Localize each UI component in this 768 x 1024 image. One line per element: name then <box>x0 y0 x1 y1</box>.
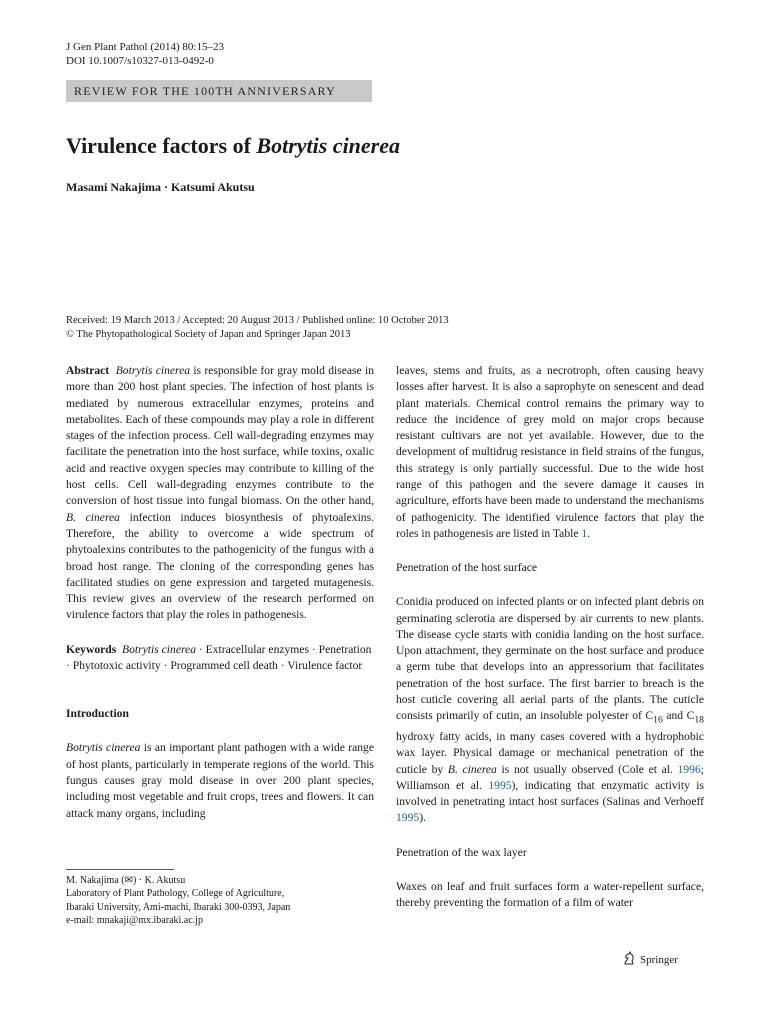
footnote-lab: Laboratory of Plant Pathology, College of Agriculture, <box>66 888 285 900</box>
subscript-18: 18 <box>694 714 704 726</box>
abstract-species: Botrytis cinerea <box>115 364 191 377</box>
penetration-species: B. cinerea <box>447 762 497 776</box>
penetration-text-6: ), indicating that enzymatic activity is involved in penetrating intact host surfaces (Salinas and Verhoeff <box>396 778 705 809</box>
intro-cont-text-2: . <box>587 526 591 540</box>
wax-layer-paragraph: Waxes on leaf and fruit surfaces form a water-repellent surface, thereby preventing the formation of a film of water <box>396 879 704 910</box>
penetration-text-3: hydroxy fatty acids, in many cases covered with a hydrophobic wax layer. Physical damage or mechanical penetration of the cuticle by <box>396 729 704 776</box>
penetration-text-5: ; Williamson et al. <box>396 762 704 792</box>
penetration-text-2: and C <box>662 709 695 723</box>
keywords-rest: · Extracellular enzymes · Penetration · Phytotoxic activity · Programmed cell death · Virulence factor <box>66 642 372 673</box>
wax-layer-heading: Penetration of the wax layer <box>396 845 527 859</box>
keyword-first: Botrytis cinerea <box>122 642 196 656</box>
title-prefix: Virulence factors of <box>66 133 257 158</box>
article-type-banner: REVIEW FOR THE 100TH ANNIVERSARY <box>66 80 372 102</box>
publisher-name: Springer <box>640 953 678 966</box>
penetration-text-4: is not usually observed (Cole et al. <box>496 762 678 776</box>
subscript-16: 16 <box>653 714 663 726</box>
springer-knight-icon <box>622 951 636 968</box>
received-dates: Received: 19 March 2013 / Accepted: 20 August 2013 / Published online: 10 October 2013 <box>66 315 449 326</box>
abstract-species-2: B. cinerea <box>66 510 120 524</box>
footnote-email: e-mail: mnakaji@mx.ibaraki.ac.jp <box>66 914 203 926</box>
footnote-rule <box>66 869 174 870</box>
copyright-line: © The Phytopathological Society of Japan and Springer Japan 2013 <box>66 329 351 340</box>
author-affiliation-footnote <box>66 874 290 927</box>
footnote-authors: M. Nakajima (✉) · K. Akutsu <box>66 875 186 886</box>
introduction-heading: Introduction <box>66 707 129 721</box>
article-title <box>66 133 400 159</box>
journal-doi: DOI 10.1007/s10327-013-0492-0 <box>66 55 214 67</box>
intro-cont-text-1: leaves, stems and fruits, as a necrotroph, often causing heavy losses after harvest. It is also a saprophyte on senescent and dead plant materials. Chemical control remains the primary way to reduce the incidence of grey mold on major crops because resistant cultivars are not yet available. However, due to the development of multidrug resistance in field strains of the fungus, this strategy is only partially successful. Due to the wide host range of this pathogen and the severe damage it causes in agriculture, efforts have been made to understand the mechanisms of pathogenicity. The identified virulence factors that play the roles in pathogenesis are listed in Table <box>396 364 704 540</box>
footnote-address: Ibaraki University, Ami-machi, Ibaraki 300-0393, Japan <box>66 901 291 913</box>
journal-citation: J Gen Plant Pathol (2014) 80:15–23 <box>66 41 224 53</box>
keywords <box>66 642 374 675</box>
ref-williamson-1995-link[interactable]: 1995 <box>488 778 512 792</box>
publication-dates <box>66 314 449 342</box>
table-1-link[interactable]: 1 <box>581 526 588 540</box>
keywords-label: Keywords <box>66 642 117 656</box>
ref-cole-1996-link[interactable]: 1996 <box>677 762 701 776</box>
penetration-heading: Penetration of the host surface <box>396 561 538 575</box>
intro-text: is an important plant pathogen with a wide range of host plants, particularly in temperate regions of the world. This fungus causes gray mold disease in over 200 plant species, including most vegetable and fruit crops, trees and flowers. It can attack many organs, including <box>66 741 375 820</box>
introduction-continued <box>396 363 704 542</box>
abstract-text-2: infection induces biosynthesis of phytoalexins. Therefore, the ability to overcome a wide spectrum of phytoalexins contributes to the pathogenicity of the fungus with a broad host range. The cloning of the corresponding genes has facilitated studies on gene expression and targeted mutagenesis. This review gives an overview of the research performed on virulence factors that play the roles in pathogenesis. <box>66 510 374 622</box>
penetration-text-1: Conidia produced on infected plants or on infected plant debris on germinating sclerotia are dispersed by air currents to new plants. The disease cycle starts with conidia landing on the host surface. Upon attachment, they germinate on the host surface and produce a germ tube that develops into an appressorium that facilitates penetration of the host surface. The first barrier to breach is the host cuticle covering all aerial parts of the plants. The cuticle consists primarily of cutin, an insoluble polyester of C <box>396 595 704 723</box>
penetration-text-7: ). <box>419 811 426 825</box>
title-species: Botrytis cinerea <box>256 133 401 158</box>
introduction-paragraph <box>66 740 374 821</box>
abstract <box>66 363 374 624</box>
journal-header <box>66 40 224 68</box>
author-list: Masami Nakajima · Katsumi Akutsu <box>66 180 255 194</box>
abstract-label: Abstract <box>66 364 110 377</box>
penetration-paragraph <box>396 594 704 826</box>
intro-species: Botrytis cinerea <box>66 741 141 755</box>
left-column <box>66 363 374 822</box>
abstract-text-1: is responsible for gray mold disease in more than 200 host plant species. The infection of host plants is mediated by numerous extracellular enzymes, proteins and metabolites. Each of these compounds may play a role in different stages of the infection process. Cell wall-degrading enzymes may facilitate the penetration into the host surface, while toxins, oxalic acid and reactive oxygen species may contribute to killing of the host cells. Cell wall-degrading enzymes contribute to the conversion of host tissue into fungal biomass. On the other hand, <box>66 364 374 508</box>
right-column <box>396 363 704 911</box>
publisher-mark <box>622 951 678 968</box>
ref-salinas-1995-link[interactable]: 1995 <box>396 811 420 825</box>
